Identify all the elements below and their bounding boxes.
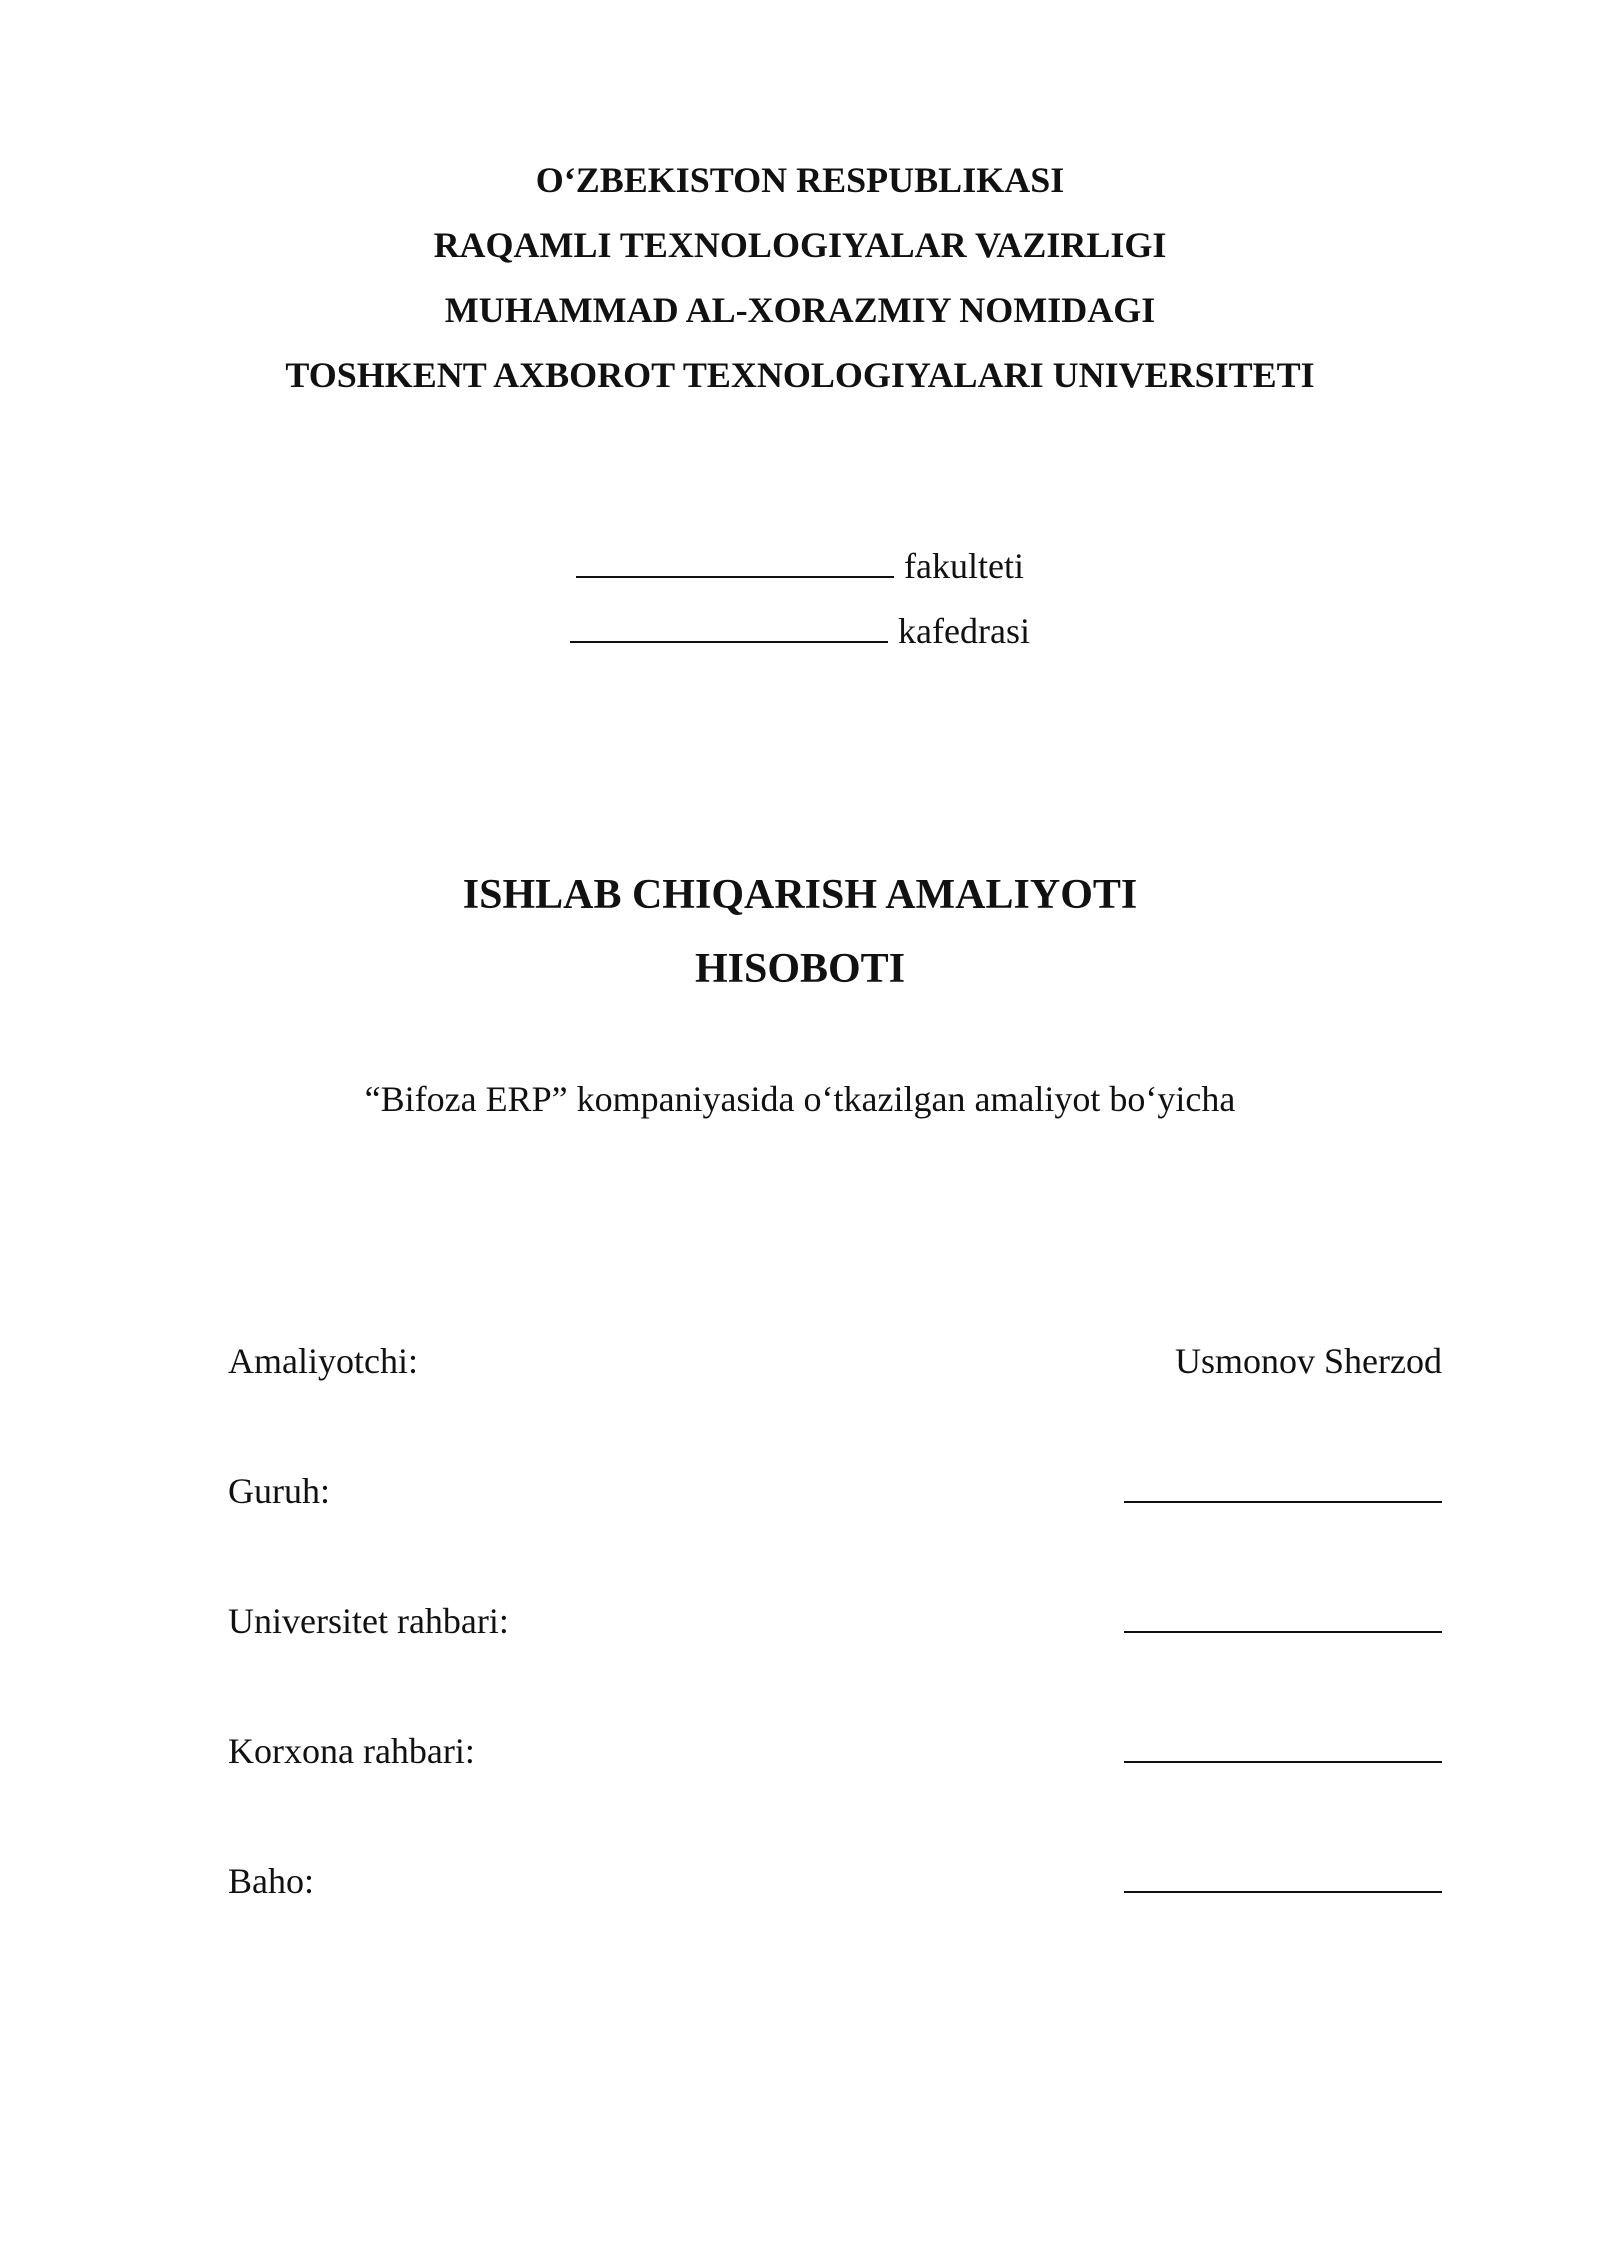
header-line-university: TOSHKENT AXBOROT TEXNOLOGIYALARI UNIVERSITETI [285, 355, 1315, 395]
chair-line [0, 599, 1600, 664]
faculty-label: fakulteti [904, 546, 1024, 586]
report-subtitle: “Bifoza ERP” kompaniyasida o‘tkazilgan amaliyot bo‘yicha [364, 1079, 1236, 1119]
university-supervisor-label: Universitet rahbari: [228, 1601, 509, 1641]
group-label: Guruh: [228, 1471, 330, 1511]
group-blank [1124, 1473, 1442, 1503]
student-name: Usmonov Sherzod [1175, 1341, 1442, 1381]
info-block [228, 1336, 1442, 1986]
chair-blank [570, 613, 888, 643]
header-line-country: O‘ZBEKISTON RESPUBLIKASI [535, 160, 1065, 200]
info-row-grade [228, 1856, 1442, 1986]
info-row-group [228, 1466, 1442, 1596]
chair-label: kafedrasi [898, 611, 1030, 651]
university-supervisor-blank [1124, 1603, 1442, 1633]
department-block [0, 534, 1600, 664]
report-title-line-1: ISHLAB CHIQARISH AMALIYOTI [462, 872, 1138, 918]
report-title-line-2: HISOBOTI [694, 946, 906, 992]
company-supervisor-blank [1124, 1733, 1442, 1763]
header-line-ministry: RAQAMLI TEXNOLOGIYALAR VAZIRLIGI [433, 225, 1167, 265]
grade-label: Baho: [228, 1861, 314, 1901]
grade-blank [1124, 1863, 1442, 1893]
info-row-student [228, 1336, 1442, 1466]
student-label: Amaliyotchi: [228, 1341, 418, 1381]
report-title [0, 858, 1600, 1006]
faculty-blank [576, 548, 894, 578]
faculty-line [0, 534, 1600, 599]
info-row-university-supervisor [228, 1596, 1442, 1726]
header-line-named-after: MUHAMMAD AL-XORAZMIY NOMIDAGI [444, 290, 1156, 330]
info-row-company-supervisor [228, 1726, 1442, 1856]
company-supervisor-label: Korxona rahbari: [228, 1731, 475, 1771]
institution-header [0, 148, 1600, 408]
